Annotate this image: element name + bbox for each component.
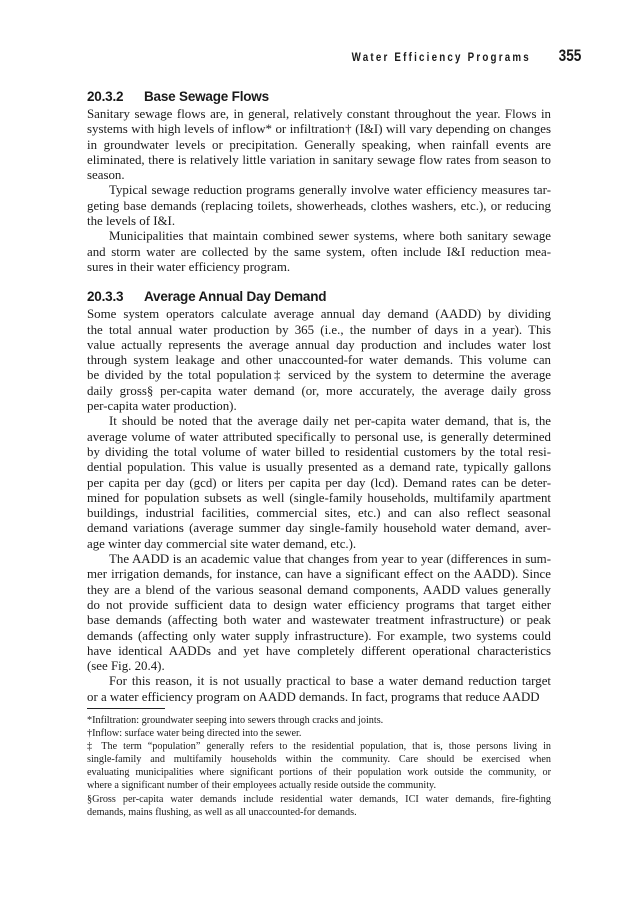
text-line: in groundwater levels or precipitation. Generally speaking, when rainfall events are: [87, 137, 551, 152]
text-line: demands (affecting only water supply infrastructure). For example, two systems could: [87, 628, 551, 643]
footnote-line: §Gross per-capita water demands include residential water demands, ICI water demands, fire-fighting: [87, 793, 551, 805]
text-line: daily gross§ per-capita water demand (or, more accurately, the average daily gross: [87, 383, 551, 398]
text-line: systems with high levels of inflow* or infiltration† (I&I) will vary depending on changes: [87, 122, 551, 137]
section-title: Average Annual Day Demand: [144, 289, 327, 305]
text-line: Typical sewage reduction programs generally involve water efficiency measures tar-: [109, 183, 551, 198]
text-line: geting base demands (replacing toilets, showerheads, clothes washers, etc.), or reducing: [87, 198, 551, 213]
footnote-line: where a significant number of their employees actually reside outside the community.: [87, 780, 437, 792]
text-line: base demands (affecting both water and wastewater treatment infrastructure) or peak: [87, 613, 551, 628]
text-line: sures in their water efficiency program.: [87, 259, 291, 274]
text-line: average volume of water attributed specifically to personal use, is generally determined: [87, 429, 551, 444]
section-heading: [87, 288, 551, 306]
text-line: value actually represents the average annual day production and includes water lost: [87, 337, 551, 352]
text-line: or a water efficiency program on AADD demands. In fact, programs that reduce AADD: [87, 689, 540, 704]
running-header: [0, 46, 581, 66]
text-line: eliminated, there is relatively little variation in sanitary sewage flow rates from season to: [87, 152, 551, 167]
text-line: they are a blend of the various seasonal demand components, AADD values generally: [87, 582, 551, 597]
footnote-line: ‡ The term “population” generally refers to the residential population, that is, those persons living in: [87, 741, 551, 753]
section-number: 20.3.3: [87, 289, 124, 305]
paragraph: [87, 414, 551, 552]
text-line: by dividing the total volume of water billed to residential customers by the total resi-: [87, 444, 551, 459]
text-line: For this reason, it is not usually practical to base a water demand reduction target: [109, 674, 551, 689]
paragraph: [87, 674, 551, 705]
text-line: age winter day commercial site water demand, etc.).: [87, 536, 357, 551]
footnote-line: *Infiltration: groundwater seeping into sewers through cracks and joints.: [87, 715, 384, 726]
paragraph: [87, 229, 551, 275]
section-number: 20.3.2: [87, 89, 124, 104]
paragraph: [87, 107, 551, 183]
paragraph: [87, 183, 551, 229]
footnote: [87, 740, 551, 792]
text-line: It should be noted that the average daily net per-capita water demand, that is, the: [109, 414, 551, 429]
footnote: [87, 714, 551, 727]
text-line: per-capita water production).: [87, 399, 237, 414]
text-line: mined for population subsets as well (single-family households, multifamily apartment: [87, 490, 551, 505]
text-line: dential population. This value is usually presented as a demand rate, typically gallons: [87, 460, 551, 475]
text-line: do not provide sufficient data to design water efficiency programs that target either: [87, 597, 551, 612]
text-line: demand variations (average summer day single-family household water demand, aver-: [87, 521, 551, 536]
footnotes: [87, 714, 551, 819]
text-line: (see Fig. 20.4).: [87, 659, 165, 674]
text-line: Sanitary sewage flows are, in general, relatively constant throughout the year. Flows in: [87, 107, 551, 121]
footnote-line: demands, mains flushing, as well as all unaccounted-for demands.: [87, 806, 357, 818]
text-line: The AADD is an academic value that changes from year to year (differences in sum-: [109, 552, 551, 567]
footnote: [87, 727, 551, 740]
section: [87, 88, 551, 275]
paragraph: [87, 307, 551, 414]
running-title: Water Efficiency Programs: [351, 52, 531, 64]
text-line: Some system operators calculate average annual day demand (AADD) by dividing: [87, 307, 551, 322]
text-line: Municipalities that maintain combined sewer systems, where both sanitary sewage: [109, 229, 551, 244]
main-text: [87, 88, 551, 705]
section-heading: [87, 88, 551, 106]
text-line: the levels of I&I.: [87, 214, 176, 229]
text-line: buildings, industrial facilities, commercial sites, etc.) and can also reflect seasonal: [87, 506, 551, 521]
page-number: 355: [558, 46, 581, 65]
text-line: per capita per day (gcd) or liters per capita per day (lcd). Demand rates can be deter-: [87, 475, 551, 490]
text-line: be divided by the total population‡ serviced by the system to determine the average: [87, 368, 551, 383]
footnote-line: single-family and multifamily households within the community. Care should be exercised when: [87, 754, 551, 766]
text-line: have identical AADDs and yet have completely different operational characteristics: [87, 643, 551, 658]
text-line: mer irrigation demands, for instance, can have a significant effect on the AADD). Since: [87, 567, 551, 582]
paragraph: [87, 552, 551, 674]
text-line: season.: [87, 168, 125, 183]
section-title: Base Sewage Flows: [144, 89, 269, 104]
text-line: through system leakage and other unaccounted-for water demands. This volume can: [87, 353, 551, 368]
section: [87, 288, 551, 705]
text-line: the total annual water production by 365 (i.e., the number of days in a year). This: [87, 322, 551, 337]
footnote-line: evaluating municipalities where significant portions of their population work outside the community, or: [87, 767, 551, 779]
footnote-line: †Inflow: surface water being directed into the sewer.: [87, 728, 302, 740]
footnote-divider: [87, 708, 165, 709]
footnote: [87, 793, 551, 819]
text-line: and storm water are collected by the same system, often include I&I reduction mea-: [87, 244, 551, 259]
